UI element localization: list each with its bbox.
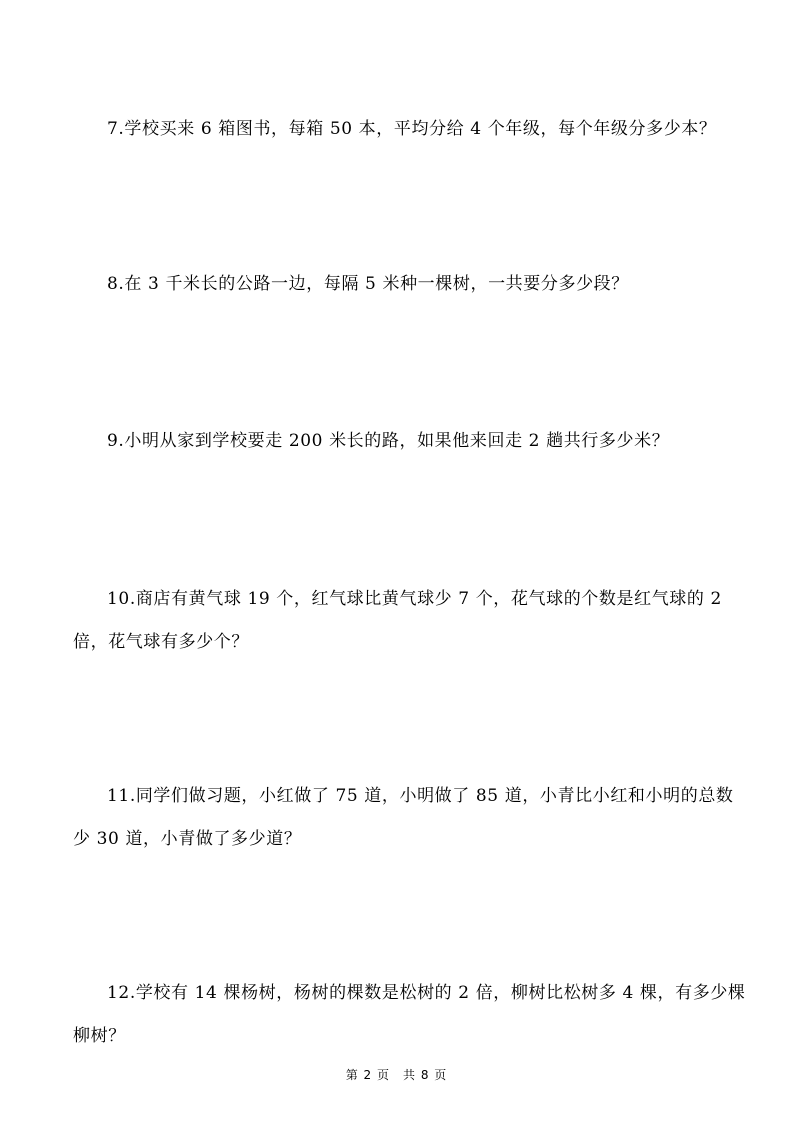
problem-11: 11.同学们做习题，小红做了 75 道，小明做了 85 道，小青比小红和小明的总数少 30 道，小青做了多少道？: [73, 786, 734, 849]
problem-7: 7.学校买来 6 箱图书，每箱 50 本，平均分给 4 个年级，每个年级分多少本？: [107, 119, 717, 139]
problem-12: 12.学校有 14 棵杨树，杨树的棵数是松树的 2 倍，柳树比松树多 4 棵，有多少棵柳树？: [73, 983, 746, 1046]
page-number-footer: 第 2 页 共 8 页: [345, 1068, 448, 1082]
problem-8: 8.在 3 千米长的公路一边，每隔 5 米种一棵树，一共要分多少段？: [107, 274, 629, 294]
problem-9: 9.小明从家到学校要走 200 米长的路，如果他来回走 2 趟共行多少米？: [107, 431, 670, 451]
problem-10: 10.商店有黄气球 19 个，红气球比黄气球少 7 个，花气球的个数是红气球的 2 倍，花气球有多少个？: [73, 589, 722, 652]
